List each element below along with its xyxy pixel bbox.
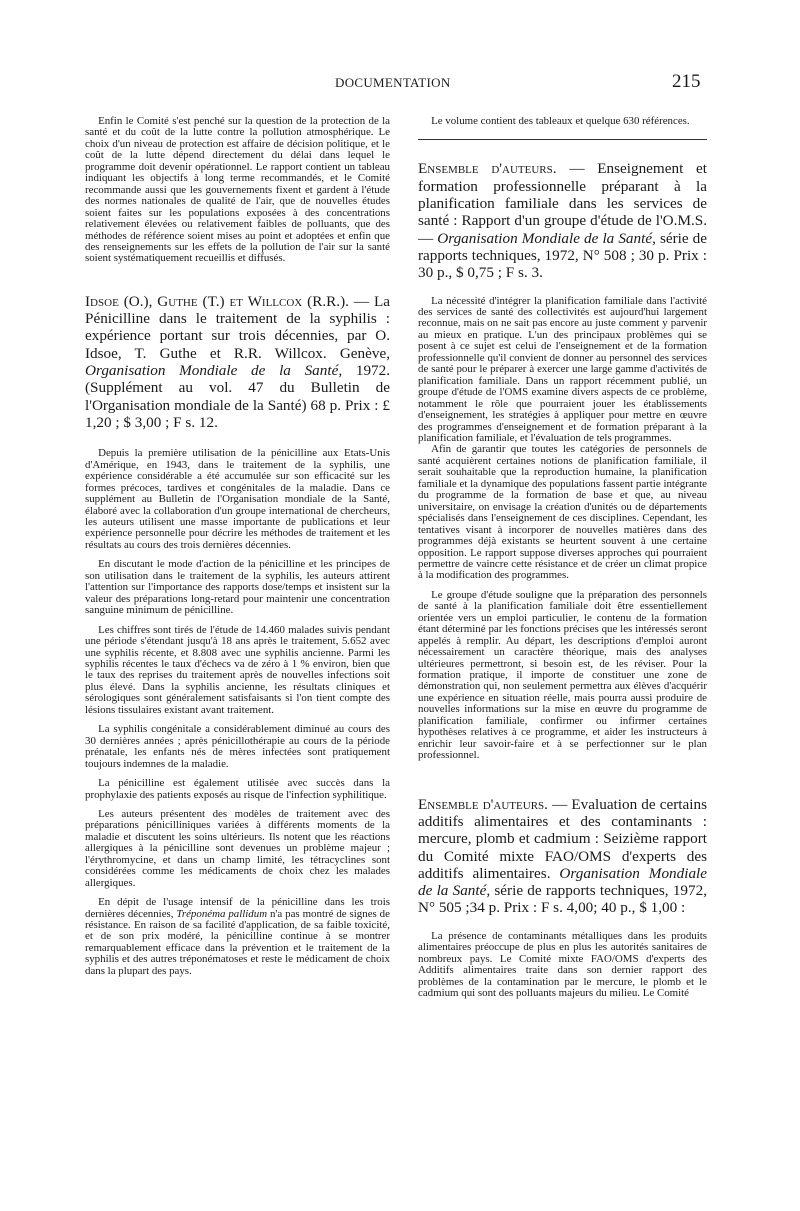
paragraph: La présence de contaminants métalliques dans les produits alimentaires préoccupe de plus en plus les autorités sanitaires de nombreux pays. Le Comité mixte FAO/OMS d'experts des Additifs alimentaires traite dans son dernier rapport des problèmes de la contamination par le mercure, le plomb et le cadmium qui sont des polluants majeurs du milieu. Le Comité <box>418 929 707 999</box>
paragraph: La nécessité d'intégrer la planification familiale dans l'activité des services de santé des collectivités est aujourd'hui largement reconnue, mais on ne sait pas encore au juste comment y parvenir au mieux en pratique. L'un des principaux problèmes qui se posent à ce sujet est celui de l'enseignement et de la formation professionnelle qu'il convient de donner au personnel des services de santé pour le préparer à exercer une large gamme d'activités de planification familiale. Dans un rapport récemment publié, un groupe d'étude de l'OMS examine divers aspects de ce problème, notamment le rôle que pourraient jouer les établissements d'enseignement, les stratégies à appliquer pour mettre en œuvre des programmes d'enseignement et de formation préparant à la planification familiale, et l'évaluation de tels programmes. <box>418 294 707 444</box>
entry-authors: Idsoe (O.), Guthe (T.) et Willcox (R.R.). — <box>85 292 370 310</box>
entry-title: — Evaluation de certains additifs alimentaires et des contaminants : mercure, plomb et cadmium : Seizième rapport du Comité mixte FAO/OMS d'experts des additifs alimentaires. <box>418 795 707 882</box>
paragraph: Le volume contient des tableaux et quelque 630 références. <box>431 115 690 127</box>
entry-authors: Ensemble d'auteurs. <box>418 795 548 813</box>
entry-details: série de rapports techniques, 1972, N° 508 ; 30 p. Prix : 30 p., $ 0,75 ; F s. 3. <box>418 229 708 282</box>
paragraph: Afin de garantir que toutes les catégories de personnels de santé acquièrent certaines notions de planification familiale, il serait souhaitable que la reproduction humaine, la planification familiale et la dynamique des populations fassent partie intégrante du programme de la formation de base et que, au niveau universitaire, on envisage la création d'unités ou de départements spécialisés dans l'enseignement de ces disciplines. Cependant, les tentatives visant à incorporer de nouvelles matières dans des programmes déjà existants se heurtent souvent à une certaine opposition. Le rapport suppose diverses approches qui pourraient permettre de vaincre cette résistance et de créer un climat propice à la modification des programmes. <box>418 443 707 582</box>
right-body-2 <box>418 931 707 1000</box>
entry-publisher: Organisation Mondiale de la Santé, <box>85 362 343 380</box>
paragraph: Enfin le Comité s'est penché sur la question de la protection de la santé et du coût de la lutte contre la pollution atmosphérique. Le choix d'un niveau de protection est affaire de décision politique, et le coût de la lutte dépend directement du délai dans lequel le programme doit devenir opérationnel. Le rapport contient un tableau indiquant les objectifs à long terme recommandés, et le Comité recommande aussi que les gouvernements fixent et gardent à l'étude des normes nationales de qualité de l'air, que de nouvelles études soient faites sur les populations exposées à des concentrations relativement élevées ou relativement faibles de polluants, que des méthodes de référence soient mises au point et adoptées et enfin que des renseignements sur les effets de la pollution de l'air sur la santé soient systématiquement recueillis et diffusés. <box>85 115 390 265</box>
left-column <box>85 116 390 977</box>
bibliographic-entry-planification <box>418 160 707 281</box>
entry-title: — Enseignement et formation professionnelle préparant à la planification familiale dans les services de santé : Rapport d'un groupe d'étude de l'O.M.S. — <box>418 160 707 247</box>
paragraph: Les auteurs présentent des modèles de traitement avec des préparations pénicilliniques variées à différents moments de la maladie et discutent les soins ultérieurs. Ils notent que les réactions allergiques à la pénicilline sont devenues un problème majeur ; l'érythromycine, et dans un champ limité, les tétracyclines sont considérées comme les médicaments de choix chez les malades allergiques. <box>85 807 390 889</box>
running-head-title: DOCUMENTATION <box>335 75 451 90</box>
running-head <box>0 71 800 95</box>
paragraph: Les chiffres sont tirés de l'étude de 14.460 malades suivis pendant une période s'étendant jusqu'à 18 ans après le traitement, 5.652 avec une syphilis récente, et 8.808 avec une syphilis ancienne. Parmi les syphilis récentes le taux d'échecs va de zéro à 1 % environ, bien que le taux des reprises du traitement après de nouvelles infections soit plus élevé. Dans la syphilis ancienne, les résultats cliniques et sérologiques sont généralement satisfaisants si l'on tient compte des lésions tissulaires existant avant traitement. <box>85 623 390 716</box>
right-body-1 <box>418 296 707 762</box>
paragraph: Le groupe d'étude souligne que la préparation des personnels de santé à la planification familiale doit être essentiellement orientée vers un emploi particulier, le contenu de la formation étant déterminé par les fonctions précises que les intéressés seront appelés à remplir. Au départ, les descriptions d'emploi auront nécessairement un caractère théorique, mais des analyses ultérieures permettront, si besoin est, de les réviser. Pour la formation pratique, il importe de constituer une zone de démonstration qui, non seulement permettra aux élèves d'acquérir une expérience en situation réelle, mais pourra aussi produire de nouvelles informations sur la mise en œuvre du programme de planification familiale, confirmer ou infirmer certaines hypothèses relatives à ce programme, et aider les instructeurs à enrichir leur savoir-faire et à se perfectionner sur le plan professionnel. <box>418 588 707 762</box>
entry-details: série de rapports techniques, 1972, N° 505 ;34 p. Prix : F s. 4,00; 40 p., $ 1,00 : <box>418 882 708 917</box>
right-column <box>418 116 707 999</box>
page-number: 215 <box>672 71 701 92</box>
entry-details: 1972. (Supplément au vol. 47 du Bulletin de l'Organisation mondiale de la Santé) 68 p. Prix : £ 1,20 ; $ 3,00 ; F s. 12. <box>85 362 391 431</box>
entry-authors: Ensemble d'auteurs. <box>418 160 557 178</box>
section-divider <box>418 139 707 140</box>
paragraph: Depuis la première utilisation de la pénicilline aux Etats-Unis d'Amérique, en 1943, dans le traitement de la syphilis, une expérience considérable a été accumulée sur son efficacité sur les formes précoces, tardives et congénitales de la maladie. Dans ce supplément au Bulletin de l'Organisation mondiale de la Santé, élaboré avec la collaboration d'un groupe international de chercheurs, les auteurs utilisent une masse importante de publications et leur expérience personnelle pour décrire les méthodes de traitement et les résultats au cours des trois dernières décennies. <box>85 447 390 551</box>
bibliographic-entry-additifs <box>418 796 707 917</box>
text-run: En dépit de l'usage intensif de la pénicilline dans les trois dernières décennies, <box>85 896 390 920</box>
paragraph: En discutant le mode d'action de la pénicilline et les principes de son utilisation dans le traitement de la syphilis, les auteurs attirent l'attention sur l'importance des rapports dose/temps et insistent sur la valeur des préparations long-retard pour maintenir une concentration sanguine minimum de pénicilline. <box>85 558 390 617</box>
paragraph: La syphilis congénitale a considérablement diminué au cours des 30 dernières années ; après pénicillothérapie au cours de la période prénatale, les enfants nés de mères infectées sont pratiquement toujours indemnes de la maladie. <box>85 723 390 770</box>
entry-publisher: Organisation Mondiale de la Santé, <box>418 864 707 900</box>
left-intro <box>85 116 390 265</box>
species-name: Tréponéma pallidum <box>176 907 268 920</box>
right-top <box>418 116 707 127</box>
paragraph <box>85 897 390 977</box>
entry-title: La Pénicilline dans le traitement de la syphilis : expérience portant sur trois décennies, par O. Idsoe, T. Guthe et R.R. Willcox. Genève, <box>85 292 390 362</box>
left-body <box>85 448 390 977</box>
text-run: n'a pas montré de signes de résistance. En raison de sa facilité d'application, de sa faible toxicité, et de son prix modéré, la pénicilline continue à se montrer remarquablement efficace dans la prévention et le traitement de la syphilis et des autres tréponématoses et reste le médicament de choix dans la plupart des pays. <box>85 907 390 977</box>
entry-publisher: Organisation Mondiale de la Santé, <box>437 229 656 247</box>
paragraph: La pénicilline est également utilisée avec succès dans la prophylaxie des patients exposés au risque de l'infection syphilitique. <box>85 777 390 801</box>
bibliographic-entry-idsoe <box>85 293 390 431</box>
